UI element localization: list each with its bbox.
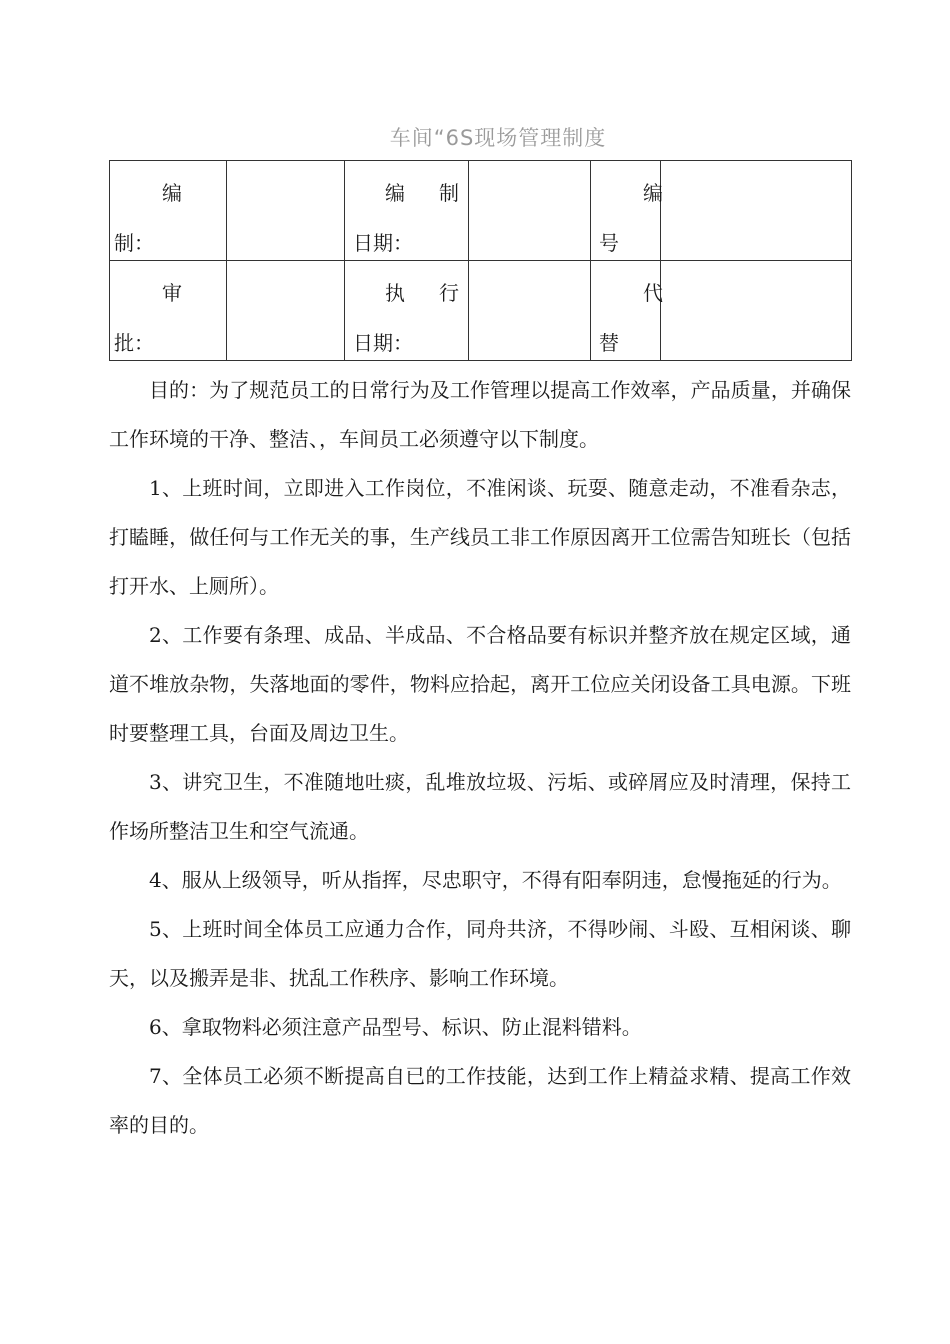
purpose-paragraph: 目的：为了规范员工的日常行为及工作管理以提高工作效率，产品质量，并确保工作环境的干净、整洁、，车间员工必须遵守以下制度。 <box>109 378 851 451</box>
approver-value-cell[interactable] <box>227 261 345 361</box>
compiler-label-line1: 编 <box>162 181 182 205</box>
table-row <box>110 261 852 361</box>
effective-date-label-line2: 日期： <box>353 331 413 355</box>
rule-paragraph-1: 1、上班时间，立即进入工作岗位，不准闲谈、玩耍、随意走动，不准看杂志，打瞌睡，做任何与工作无关的事，生产线员工非工作原因离开工位需告知班长（包括打开水、上厕所）。 <box>109 476 851 598</box>
effective-date-label-char2: 行 <box>439 281 459 305</box>
table-row <box>110 161 852 261</box>
rule-paragraph-4: 4、服从上级领导，听从指挥，尽忠职守，不得有阳奉阴违，怠慢拖延的行为。 <box>149 868 842 892</box>
number-label-cell <box>591 161 661 261</box>
info-table <box>109 160 852 361</box>
rule-paragraph-5: 5、上班时间全体员工应通力合作，同舟共济，不得吵闹、斗殴、互相闲谈、聊天，以及搬弄是非、扰乱工作秩序、影响工作环境。 <box>109 917 851 990</box>
number-label-line1: 编 <box>643 181 663 205</box>
compile-date-label-char1: 编 <box>385 181 405 205</box>
replaces-value-cell[interactable] <box>661 261 852 361</box>
compiler-value-cell[interactable] <box>227 161 345 261</box>
number-label-line2: 号 <box>599 231 619 255</box>
approver-label-cell <box>110 261 227 361</box>
rule-paragraph-6: 6、拿取物料必须注意产品型号、标识、防止混料错料。 <box>149 1015 642 1039</box>
rule-paragraph-7: 7、全体员工必须不断提高自已的工作技能，达到工作上精益求精、提高工作效率的目的。 <box>109 1064 851 1137</box>
rule-paragraph-2: 2、工作要有条理、成品、半成品、不合格品要有标识并整齐放在规定区域，通道不堆放杂物，失落地面的零件，物料应拾起，离开工位应关闭设备工具电源。下班时要整理工具，台面及周边卫生。 <box>109 623 851 745</box>
rule-paragraph-3: 3、讲究卫生，不准随地吐痰，乱堆放垃圾、污垢、或碎屑应及时清理，保持工作场所整洁卫生和空气流通。 <box>109 770 851 843</box>
compiler-label-cell <box>110 161 227 261</box>
compile-date-label-line2: 日期： <box>353 231 413 255</box>
replaces-label-line2: 替 <box>599 331 619 355</box>
compiler-label-line2: 制： <box>114 231 154 255</box>
regulation-body <box>109 366 851 1150</box>
approver-label-line1: 审 <box>162 281 182 305</box>
effective-date-label-char1: 执 <box>385 281 405 305</box>
effective-date-label-cell <box>345 261 469 361</box>
replaces-label-line1: 代 <box>643 281 663 305</box>
approver-label-line2: 批： <box>114 331 154 355</box>
compile-date-value-cell[interactable] <box>469 161 591 261</box>
document-title: 车间“6S现场管理制度 <box>389 126 607 150</box>
compile-date-label-char2: 制 <box>439 181 459 205</box>
number-value-cell[interactable] <box>661 161 852 261</box>
effective-date-value-cell[interactable] <box>469 261 591 361</box>
compile-date-label-cell <box>345 161 469 261</box>
replaces-label-cell <box>591 261 661 361</box>
